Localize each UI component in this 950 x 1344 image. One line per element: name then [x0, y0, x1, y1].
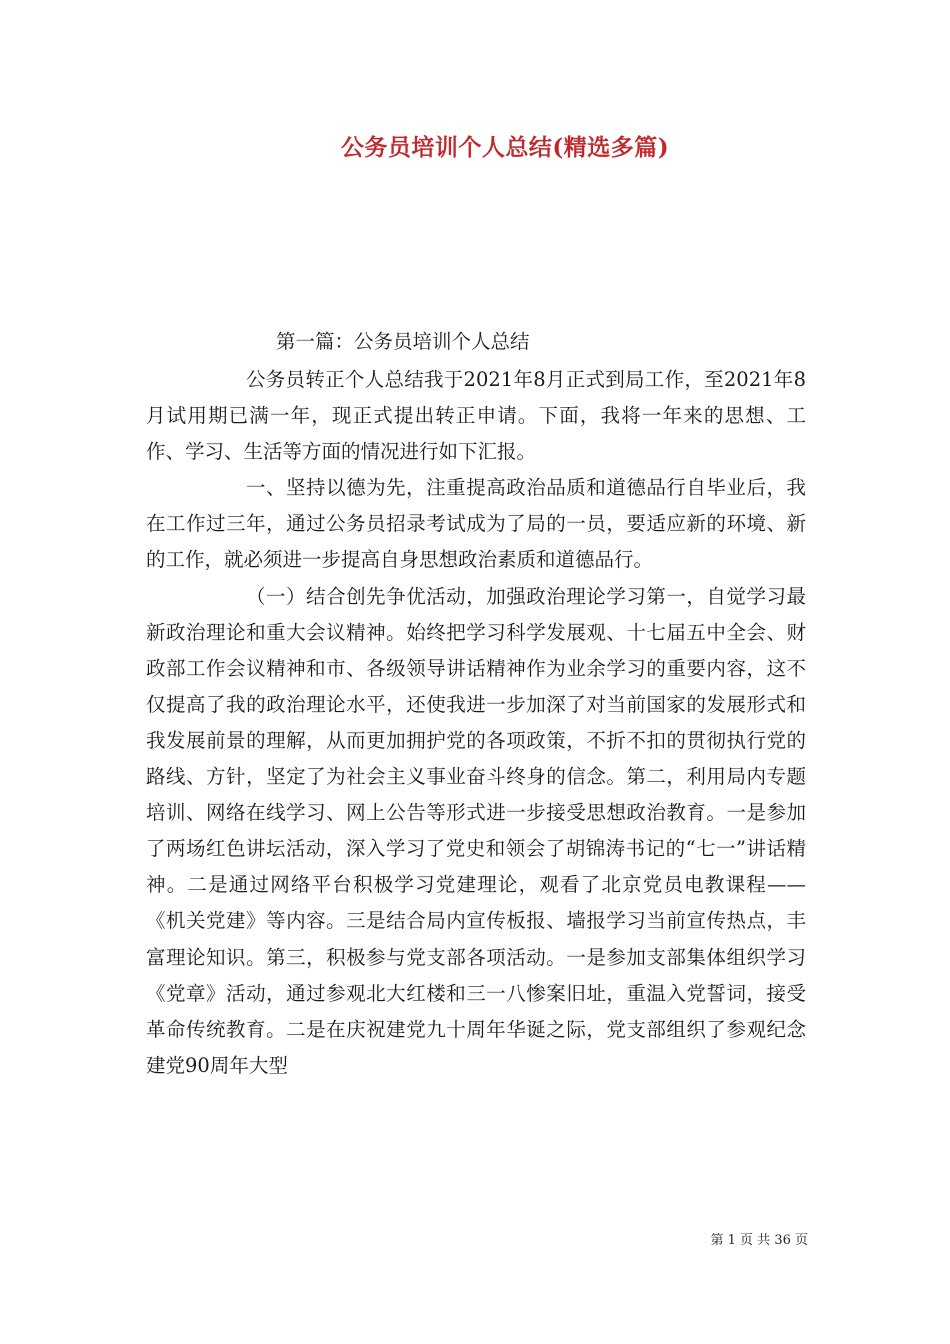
paragraph: 一、坚持以德为先，注重提高政治品质和道德品行自毕业后，我在工作过三年，通过公务员招录考试成为了局的一员，要适应新的环境、新的工作，就必须进一步提高自身思想政治素质和道德品行。	[146, 476, 806, 572]
section-heading: 第一篇：公务员培训个人总结	[276, 330, 530, 353]
paragraph: （一）结合创先争优活动，加强政治理论学习第一，自觉学习最新政治理论和重大会议精神。始终把学习科学发展观、十七届五中全会、财政部工作会议精神和市、各级领导讲话精神作为业余学习的重要内容，这不仅提高了我的政治理论水平，还使我进一步加深了对当前国家的发展形式和我发展前景的理解，从而更加拥护党的各项政策，不折不扣的贯彻执行党的路线、方针，坚定了为社会主义事业奋斗终身的信念。第二，利用局内专题培训、网络在线学习、网上公告等形式进一步接受思想政治教育。一是参加了两场红色讲坛活动，深入学习了党史和领会了胡锦涛书记的“七一”讲话精神。二是通过网络平台积极学习党建理论，观看了北京党员电教课程——《机关党建》等内容。三是结合局内宣传板报、墙报学习当前宣传热点，丰富理论知识。第三，积极参与党支部各项活动。一是参加支部集体组织学习《党章》活动，通过参观北大红楼和三一八惨案旧址，重温入党誓词，接受革命传统教育。二是在庆祝建党九十周年华诞之际，党支部组织了参观纪念建党90周年大型	[146, 584, 806, 1077]
page-title: 公务员培训个人总结(精选多篇)	[340, 134, 670, 161]
paragraph: 公务员转正个人总结我于2021年8月正式到局工作，至2021年8月试用期已满一年，现正式提出转正申请。下面，我将一年来的思想、工作、学习、生活等方面的情况进行如下汇报。	[146, 368, 806, 464]
page-number: 第 1 页 共 36 页	[710, 1233, 808, 1248]
document-body	[146, 362, 806, 1084]
